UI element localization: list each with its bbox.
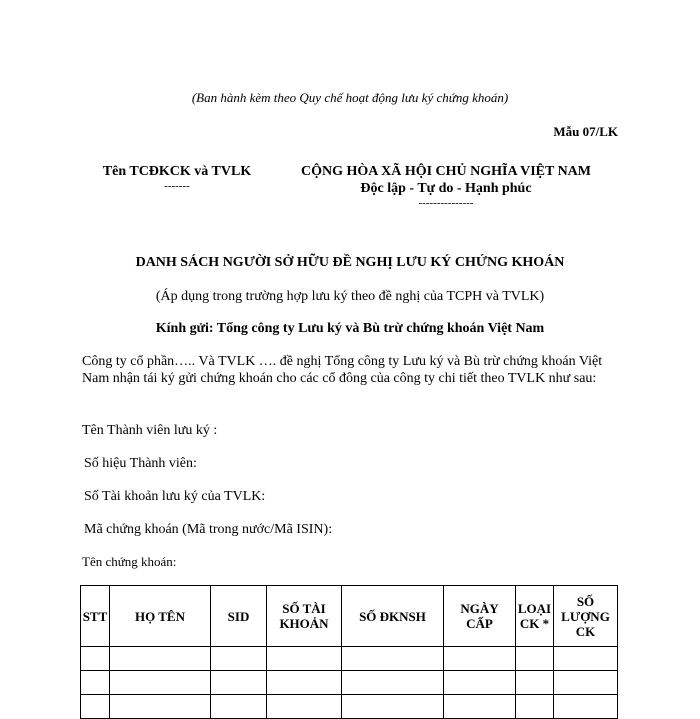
col-header-security-type: LOẠI CK *: [516, 586, 554, 647]
col-header-registration-no: SỐ ĐKNSH: [342, 586, 444, 647]
table-cell: [516, 671, 554, 695]
document-scope: (Áp dụng trong trường hợp lưu ký theo đề nghị của TCPH và TVLK): [155, 289, 545, 304]
table-cell: [211, 647, 267, 671]
table-cell: [110, 647, 211, 671]
table-cell: [516, 695, 554, 719]
document-body: Công ty cổ phần….. Và TVLK …. đề nghị Tổng công ty Lưu ký và Bù trừ chứng khoán Việt Nam nhận tái ký gửi chứng khoán cho các cổ đông của công ty chi tiết theo TVLK như sau:: [82, 354, 603, 386]
table-cell: [444, 695, 516, 719]
table-cell: [81, 671, 110, 695]
nation-name: CỘNG HÒA XÃ HỘI CHỦ NGHĨA VIỆT NAM: [300, 164, 591, 179]
form-code: Mẫu 07/LK: [553, 124, 618, 139]
organization-name: Tên TCĐKCK và TVLK: [102, 164, 252, 179]
table-cell: [267, 647, 342, 671]
table-row: [81, 671, 618, 695]
table-cell: [554, 647, 618, 671]
owner-list-table: [80, 585, 618, 719]
table-header-row: [81, 586, 618, 647]
organization-divider: -------: [164, 180, 190, 192]
motto-divider: ---------------: [418, 197, 474, 209]
col-header-full-name: HỌ TÊN: [110, 586, 211, 647]
col-header-sid: SID: [211, 586, 267, 647]
table-cell: [554, 671, 618, 695]
table-cell: [444, 647, 516, 671]
table-cell: [342, 647, 444, 671]
table-cell: [554, 695, 618, 719]
table-row: [81, 647, 618, 671]
organization-header: [97, 163, 257, 192]
account-number-field: Số Tài khoản lưu ký của TVLK:: [84, 489, 266, 504]
form-subtitle: (Ban hành kèm theo Quy chế hoạt động lưu ký chứng khoán): [191, 90, 509, 105]
table-cell: [81, 647, 110, 671]
col-header-account-no: SỐ TÀI KHOẢN: [267, 586, 342, 647]
table-cell: [516, 647, 554, 671]
col-header-quantity: SỐ LƯỢNG CK: [554, 586, 618, 647]
national-motto: Độc lập - Tự do - Hạnh phúc: [360, 181, 532, 196]
col-header-issue-date: NGÀY CẤP: [444, 586, 516, 647]
table-row: [81, 695, 618, 719]
table-cell: [342, 671, 444, 695]
security-name-field: Tên chứng khoán:: [82, 554, 177, 569]
table-cell: [81, 695, 110, 719]
member-id-field: Số hiệu Thành viên:: [84, 456, 197, 471]
table-cell: [342, 695, 444, 719]
table-cell: [211, 695, 267, 719]
table-cell: [110, 695, 211, 719]
document-recipient: Kính gửi: Tổng công ty Lưu ký và Bù trừ chứng khoán Việt Nam: [155, 321, 545, 336]
security-code-field: Mã chứng khoán (Mã trong nước/Mã ISIN):: [84, 522, 333, 537]
col-header-stt: STT: [81, 586, 110, 647]
document-title: DANH SÁCH NGƯỜI SỞ HỮU ĐỀ NGHỊ LƯU KÝ CHỨNG KHOÁN: [135, 255, 565, 270]
table-cell: [211, 671, 267, 695]
table-cell: [267, 671, 342, 695]
member-name-field: Tên Thành viên lưu ký :: [82, 423, 218, 438]
table-cell: [267, 695, 342, 719]
table-cell: [110, 671, 211, 695]
national-header: [286, 163, 606, 209]
table-cell: [444, 671, 516, 695]
